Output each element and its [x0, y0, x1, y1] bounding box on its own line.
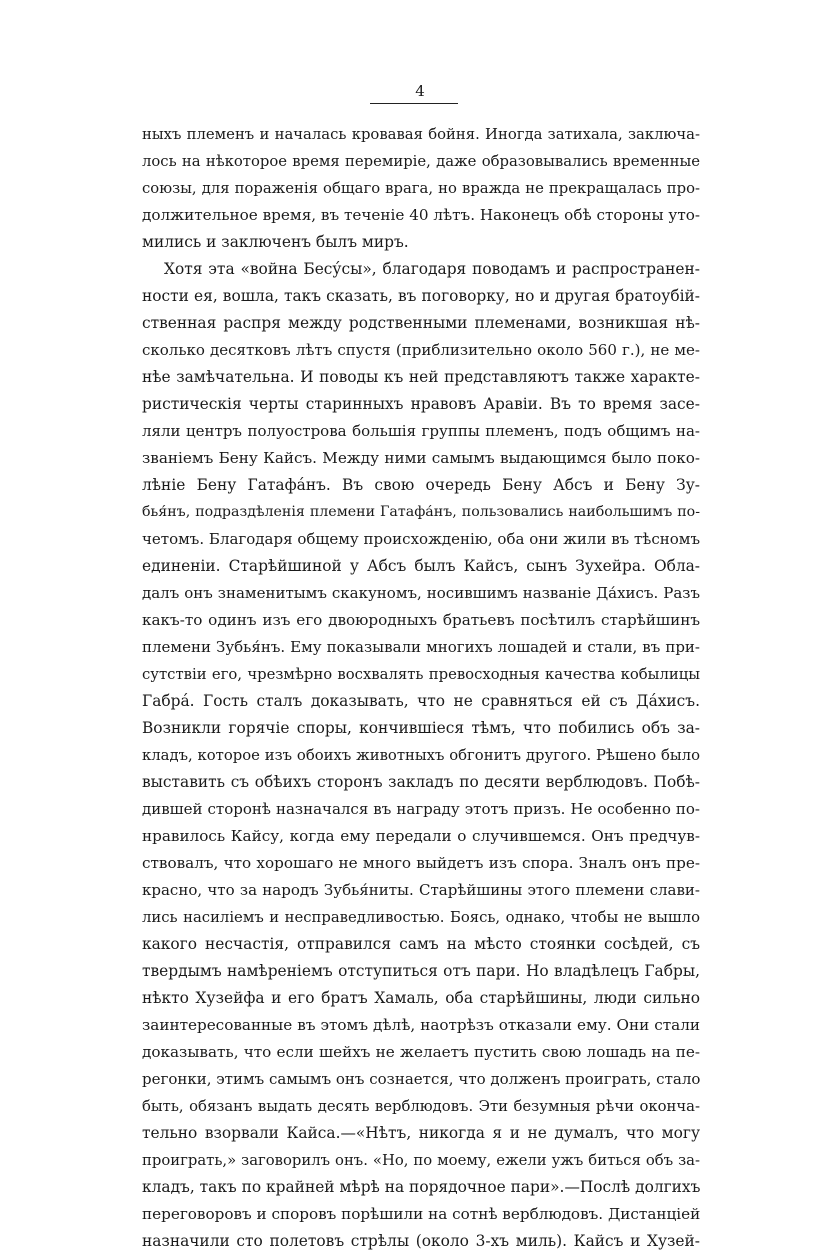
- text-line: красно, что за народъ Зубья́ниты. Старѣйшины этого племени слави-: [142, 881, 700, 899]
- text-line: союзы, для пораженія общаго врага, но вражда не прекращалась про-: [142, 180, 700, 197]
- text-line: ственная распря между родственными племенами, возникшая нѣ-: [142, 314, 700, 332]
- text-line: переговоровъ и споровъ порѣшили на сотнѣ верблюдовъ. Дистанціей: [142, 1205, 700, 1223]
- text-line: выставить съ обѣихъ сторонъ закладъ по десяти верблюдовъ. Побѣ-: [142, 773, 700, 791]
- text-line: племени Зубья́нъ. Ему показывали многихъ лошадей и стали, въ при-: [142, 638, 700, 656]
- text-line: единеніи. Старѣйшиной у Абсъ былъ Кайсъ, сынъ Зухейра. Обла-: [142, 557, 700, 575]
- text-line: бья́нъ, подраздѣленія племени Гатафа́нъ, пользовались наибольшимъ по-: [142, 504, 700, 520]
- text-line: званіемъ Бену Кайсъ. Между ними самымъ выдающимся было поко-: [142, 449, 700, 467]
- text-line: лись насиліемъ и несправедливостью. Боясь, однако, чтобы не вышло: [142, 909, 700, 926]
- text-line: сколько десятковъ лѣтъ спустя (приблизительно около 560 г.), не ме-: [142, 341, 700, 359]
- text-line: Возникли горячіе споры, кончившіеся тѣмъ, что побились объ за-: [142, 719, 700, 737]
- text-line: ляли центръ полуострова большія группы племенъ, подъ общимъ на-: [142, 422, 700, 440]
- text-line: Габра́. Гость сталъ доказывать, что не сравняться ей съ Да́хисъ.: [142, 692, 700, 710]
- text-line: кладъ, такъ по крайней мѣрѣ на порядочное пари».—Послѣ долгихъ: [142, 1178, 700, 1196]
- text-line: доказывать, что если шейхъ не желаетъ пустить свою лошадь на пе-: [142, 1043, 700, 1061]
- text-line: нѣкто Хузейфа и его братъ Хамаль, оба старѣйшины, люди сильно: [142, 989, 700, 1007]
- text-line: тельно взорвали Кайса.—«Нѣтъ, никогда я и не думалъ, что могу: [142, 1124, 700, 1142]
- text-line: быть, обязанъ выдать десять верблюдовъ. Эти безумныя рѣчи оконча-: [142, 1098, 700, 1115]
- text-line: регонки, этимъ самымъ онъ сознается, что долженъ проиграть, стало: [142, 1070, 700, 1088]
- text-line: дившей сторонѣ назначался въ награду этотъ призъ. Не особенно по-: [142, 800, 700, 818]
- text-line: ствовалъ, что хорошаго не много выйдетъ изъ спора. Зналъ онъ пре-: [142, 854, 700, 872]
- header-rule: [370, 103, 458, 104]
- text-line: Хотя эта «война Бесу́сы», благодаря поводамъ и распространен-: [164, 260, 700, 278]
- text-line: какого несчастія, отправился самъ на мѣсто стоянки сосѣдей, съ: [142, 935, 700, 953]
- text-line: назначили сто полетовъ стрѣлы (около 3-хъ миль). Кайсъ и Хузей-: [142, 1232, 700, 1250]
- body-text: [142, 121, 700, 1255]
- text-line: далъ онъ знаменитымъ скакуномъ, носившимъ названіе Да́хисъ. Разъ: [142, 584, 700, 602]
- text-line: должительное время, въ теченіе 40 лѣтъ. Наконецъ обѣ стороны уто-: [142, 206, 700, 224]
- text-line: четомъ. Благодаря общему происхожденію, оба они жили въ тѣсномъ: [142, 530, 700, 548]
- text-line: лѣніе Бену Гатафа́нъ. Въ свою очередь Бену Абсъ и Бену Зу-: [142, 476, 700, 494]
- text-line: заинтересованные въ этомъ дѣлѣ, наотрѣзъ отказали ему. Они стали: [142, 1016, 700, 1034]
- text-line: твердымъ намѣреніемъ отступиться отъ пари. Но владѣлецъ Габры,: [142, 962, 700, 980]
- text-line: лось на нѣкоторое время перемиріе, даже образовывались временные: [142, 153, 700, 170]
- text-line: ности ея, вошла, такъ сказать, въ поговорку, но и другая братоубій-: [142, 287, 700, 305]
- text-line: нравилось Кайсу, когда ему передали о случившемся. Онъ предчув-: [142, 827, 700, 845]
- text-line: ныхъ племенъ и началась кровавая бойня. Иногда затихала, заключа-: [142, 126, 700, 143]
- text-line: какъ-то одинъ изъ его двоюродныхъ братьевъ посѣтилъ старѣйшинъ: [142, 611, 700, 629]
- page-number: 4: [415, 82, 425, 100]
- text-line: кладъ, которое изъ обоихъ животныхъ обгонитъ другого. Рѣшено было: [142, 747, 700, 764]
- text-line: сутствіи его, чрезмѣрно восхвалять превосходныя качества кобылицы: [142, 666, 700, 683]
- text-line: ристическія черты старинныхъ нравовъ Аравіи. Въ то время засе-: [142, 395, 700, 413]
- text-line: проиграть,» заговорилъ онъ. «Но, по моему, ежели ужъ биться объ за-: [142, 1152, 700, 1169]
- text-line: нѣе замѣчательна. И поводы къ ней представляютъ также характе-: [142, 368, 700, 386]
- text-line: мились и заключенъ былъ миръ.: [142, 233, 409, 251]
